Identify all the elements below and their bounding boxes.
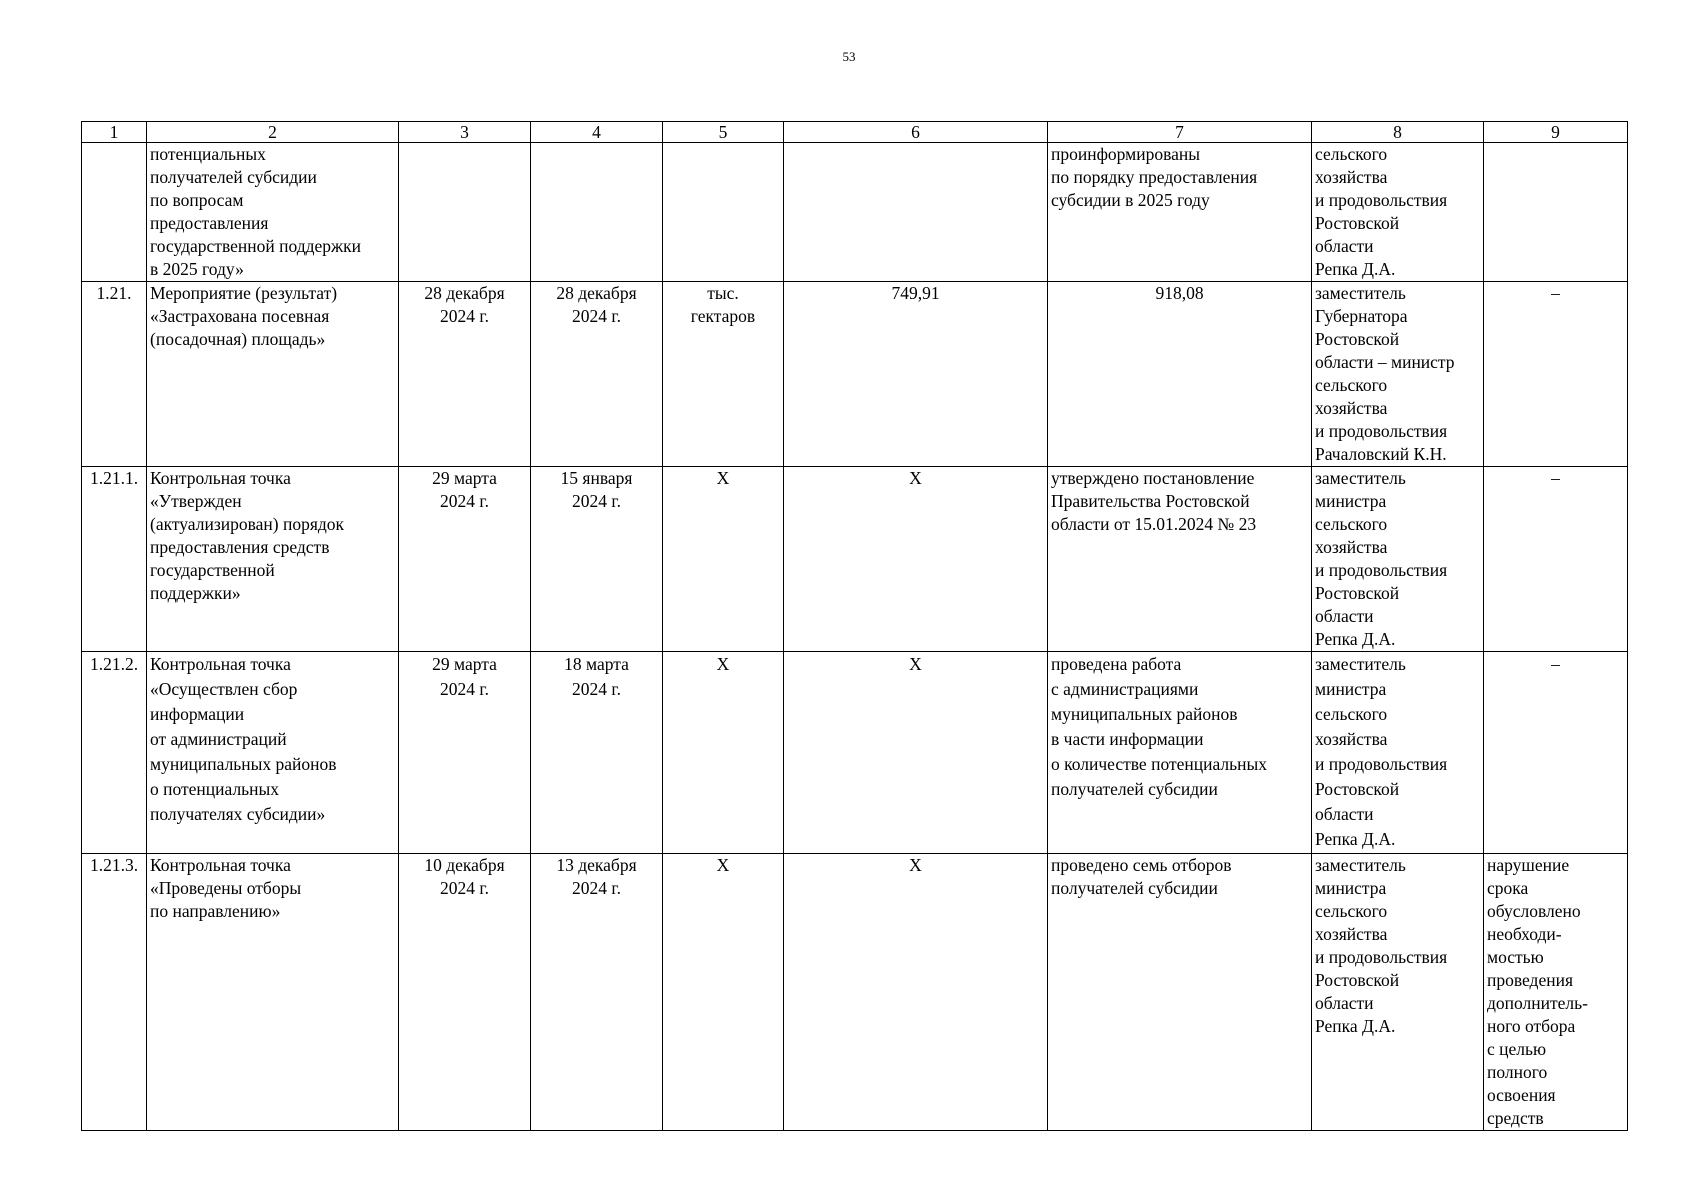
plan-date [399, 143, 531, 282]
row-number: 1.21.2. [82, 652, 147, 854]
header-cell: 4 [531, 122, 663, 143]
fact-date: 15 января 2024 г. [531, 467, 663, 652]
note: нарушение срока обусловлено необходи- мостью проведения дополнитель- ного отбора с целью полного освоения средств [1484, 854, 1628, 1131]
note: – [1484, 282, 1628, 467]
fact-date: 28 декабря 2024 г. [531, 282, 663, 467]
header-cell: 6 [784, 122, 1048, 143]
table-row [82, 143, 1628, 282]
fact-date: 18 марта 2024 г. [531, 652, 663, 854]
header-cell: 7 [1048, 122, 1312, 143]
column-number-header [82, 122, 1628, 143]
header-cell: 3 [399, 122, 531, 143]
note: – [1484, 467, 1628, 652]
result: утверждено постановление Правительства Ростовской области от 15.01.2024 № 23 [1048, 467, 1312, 652]
responsible: заместитель министра сельского хозяйства и продовольствия Ростовской области Репка Д.А. [1312, 652, 1484, 854]
report-table [81, 121, 1628, 1131]
plan-date: 10 декабря 2024 г. [399, 854, 531, 1131]
table-row [82, 467, 1628, 652]
result: 918,08 [1048, 282, 1312, 467]
fact-date [531, 143, 663, 282]
table-row [82, 652, 1628, 854]
plan-date: 29 марта 2024 г. [399, 652, 531, 854]
row-number: 1.21.1. [82, 467, 147, 652]
note: – [1484, 652, 1628, 854]
unit: Х [663, 854, 784, 1131]
unit: Х [663, 467, 784, 652]
result: проинформированы по порядку предоставления субсидии в 2025 году [1048, 143, 1312, 282]
plan-value: Х [784, 467, 1048, 652]
fact-date: 13 декабря 2024 г. [531, 854, 663, 1131]
plan-value: 749,91 [784, 282, 1048, 467]
page-number: 53 [842, 49, 856, 64]
result: проведено семь отборов получателей субсидии [1048, 854, 1312, 1131]
row-number: 1.21.3. [82, 854, 147, 1131]
header-cell: 2 [147, 122, 399, 143]
plan-value [784, 143, 1048, 282]
note [1484, 143, 1628, 282]
unit: тыс. гектаров [663, 282, 784, 467]
table-row [82, 854, 1628, 1131]
event-name: Мероприятие (результат) «Застрахована посевная (посадочная) площадь» [147, 282, 399, 467]
row-number [82, 143, 147, 282]
header-cell: 1 [82, 122, 147, 143]
header-cell: 9 [1484, 122, 1628, 143]
responsible: заместитель Губернатора Ростовской области – министр сельского хозяйства и продовольствия Рачаловский К.Н. [1312, 282, 1484, 467]
unit [663, 143, 784, 282]
responsible: заместитель министра сельского хозяйства и продовольствия Ростовской области Репка Д.А. [1312, 854, 1484, 1131]
header-cell: 5 [663, 122, 784, 143]
event-name: потенциальных получателей субсидии по вопросам предоставления государственной поддержки в 2025 году» [147, 143, 399, 282]
responsible: заместитель министра сельского хозяйства и продовольствия Ростовской области Репка Д.А. [1312, 467, 1484, 652]
header-cell: 8 [1312, 122, 1484, 143]
plan-date: 29 марта 2024 г. [399, 467, 531, 652]
plan-value: Х [784, 652, 1048, 854]
plan-date: 28 декабря 2024 г. [399, 282, 531, 467]
row-number: 1.21. [82, 282, 147, 467]
result: проведена работа с администрациями муниципальных районов в части информации о количестве потенциальных получателей субсидии [1048, 652, 1312, 854]
plan-value: Х [784, 854, 1048, 1131]
event-name: Контрольная точка «Утвержден (актуализирован) порядок предоставления средств государственной поддержки» [147, 467, 399, 652]
event-name: Контрольная точка «Осуществлен сбор информации от администраций муниципальных районов о потенциальных получателях субсидии» [147, 652, 399, 854]
unit: Х [663, 652, 784, 854]
table-row [82, 282, 1628, 467]
responsible: сельского хозяйства и продовольствия Ростовской области Репка Д.А. [1312, 143, 1484, 282]
event-name: Контрольная точка «Проведены отборы по направлению» [147, 854, 399, 1131]
